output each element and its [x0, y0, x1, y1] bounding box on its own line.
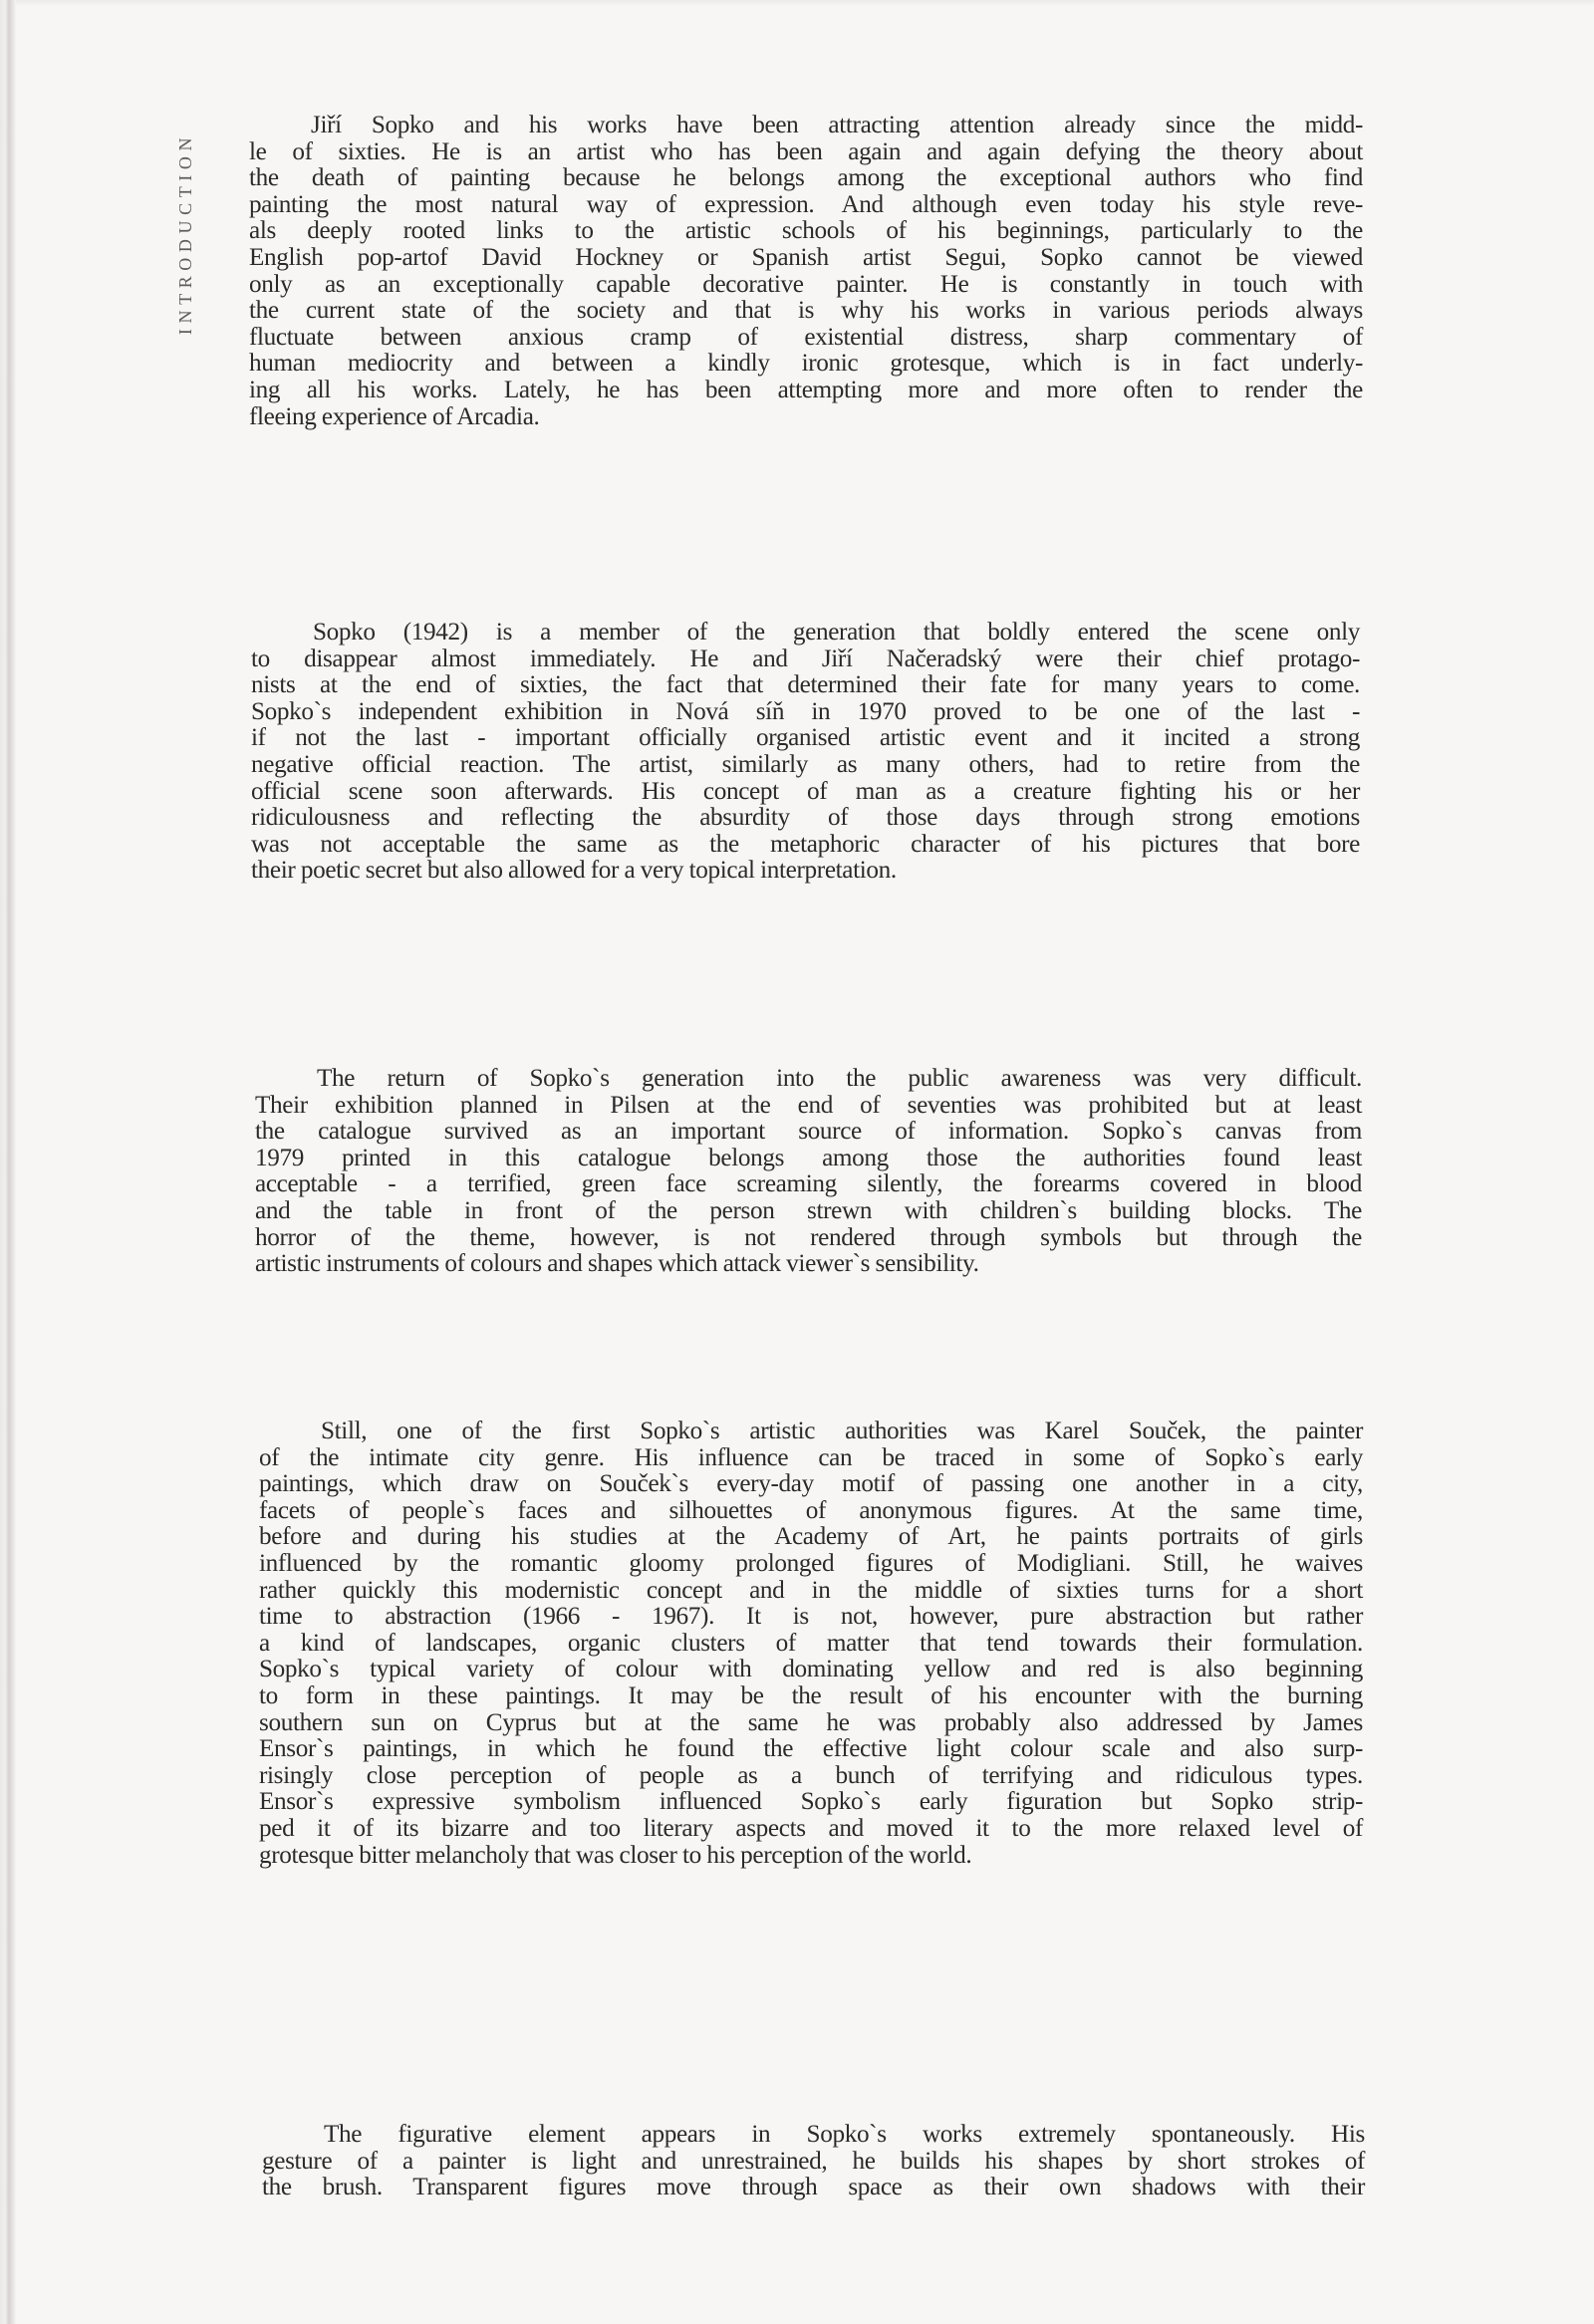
text-line: fluctuate between anxious cramp of existential distress, sharp commentary of: [249, 323, 1363, 351]
paragraph-1: [249, 113, 1363, 430]
text-line: human mediocrity and between a kindly ironic grotesque, which is in fact underly-: [249, 350, 1363, 378]
text-line: 1979 printed in this catalogue belongs among those the authorities found least: [255, 1144, 1362, 1171]
text-line: the current state of the society and that is why his works in various periods always: [249, 297, 1363, 325]
paragraph-3: [255, 1066, 1362, 1278]
text-line: time to abstraction (1966 - 1967). It is not, however, pure abstraction but rather: [259, 1603, 1363, 1631]
text-line: southern sun on Cyprus but at the same he was probably also addressed by James: [259, 1708, 1363, 1736]
page-top-edge: [16, 0, 1594, 6]
text-line: the catalogue survived as an important source of information. Sopko`s canvas from: [255, 1118, 1362, 1146]
text-line: The figurative element appears in Sopko`s works extremely spontaneously. His: [324, 2121, 1365, 2148]
text-line: the brush. Transparent figures move through space as their own shadows with their: [262, 2174, 1365, 2201]
text-line: if not the last - important officially organised artistic event and it incited a strong: [251, 724, 1360, 752]
text-line: Sopko`s typical variety of colour with dominating yellow and red is also beginning: [259, 1656, 1363, 1683]
text-line: and the table in front of the person strewn with children`s building blocks. The: [255, 1196, 1362, 1224]
section-label-text: INTRODUCTION: [175, 131, 196, 336]
text-line: ped it of its bizarre and too literary aspects and moved it to the more relaxed level of: [259, 1814, 1363, 1842]
page-binding-edge: [0, 0, 16, 2324]
text-line: painting the most natural way of expression. And although even today his style reve-: [249, 190, 1363, 218]
text-line: facets of people`s faces and silhouettes of anonymous figures. At the same time,: [259, 1496, 1363, 1524]
text-line: ing all his works. Lately, he has been attempting more and more often to render the: [249, 376, 1363, 403]
text-line: paintings, which draw on Souček`s every-day motif of passing one another in a city,: [259, 1470, 1363, 1498]
text-line: als deeply rooted links to the artistic schools of his beginnings, particularly to the: [249, 217, 1363, 245]
text-line: negative official reaction. The artist, similarly as many others, had to retire from the: [251, 750, 1360, 778]
text-line: was not acceptable the same as the metaphoric character of his pictures that bore: [251, 830, 1360, 858]
text-line: Their exhibition planned in Pilsen at the end of seventies was prohibited but at least: [255, 1091, 1362, 1119]
text-line: rather quickly this modernistic concept and in the middle of sixties turns for a short: [259, 1576, 1363, 1604]
paragraph-4: [259, 1419, 1363, 1869]
text-line: to form in these paintings. It may be the result of his encounter with the burning: [259, 1681, 1363, 1709]
text-line: risingly close perception of people as a bunch of terrifying and ridiculous types.: [259, 1761, 1363, 1789]
text-line: Sopko (1942) is a member of the generation that boldly entered the scene only: [313, 619, 1360, 646]
text-line: acceptable - a terrified, green face screaming silently, the forearms covered in blood: [255, 1170, 1362, 1198]
text-line: to disappear almost immediately. He and Jiří Načeradský were their chief protago-: [251, 645, 1360, 672]
text-line: of the intimate city genre. His influence can be traced in some of Sopko`s early: [259, 1443, 1363, 1471]
text-line: English pop-artof David Hockney or Spanish artist Segui, Sopko cannot be viewed: [249, 243, 1363, 271]
text-line: before and during his studies at the Academy of Art, he paints portraits of girls: [259, 1523, 1363, 1551]
text-line: The return of Sopko`s generation into the public awareness was very difficult.: [317, 1065, 1362, 1092]
text-line: their poetic secret but also allowed for a very topical interpretation.: [251, 857, 897, 885]
section-label: [169, 112, 203, 356]
text-line: Ensor`s paintings, in which he found the effective light colour scale and also surp-: [259, 1735, 1363, 1763]
text-line: horror of the theme, however, is not rendered through symbols but through the: [255, 1223, 1362, 1251]
text-line: Ensor`s expressive symbolism influenced Sopko`s early figuration but Sopko strip-: [259, 1788, 1363, 1816]
text-line: nists at the end of sixties, the fact that determined their fate for many years to come.: [251, 671, 1360, 699]
text-line: gesture of a painter is light and unrestrained, he builds his shapes by short strokes of: [262, 2147, 1365, 2175]
text-line: a kind of landscapes, organic clusters of matter that tend towards their formulation.: [259, 1629, 1363, 1657]
text-line: Still, one of the first Sopko`s artistic authorities was Karel Souček, the painter: [321, 1418, 1363, 1444]
text-line: ridiculousness and reflecting the absurdity of those days through strong emotions: [251, 804, 1360, 832]
text-line: influenced by the romantic gloomy prolonged figures of Modigliani. Still, he waives: [259, 1549, 1363, 1577]
text-line: Sopko`s independent exhibition in Nová síň in 1970 proved to be one of the last -: [251, 697, 1360, 725]
text-line: fleeing experience of Arcadia.: [249, 402, 540, 430]
text-line: only as an exceptionally capable decorative painter. He is constantly in touch with: [249, 270, 1363, 298]
text-line: Jiří Sopko and his works have been attracting attention already since the midd-: [311, 112, 1363, 138]
text-line: grotesque bitter melancholy that was closer to his perception of the world.: [259, 1841, 972, 1869]
text-line: le of sixties. He is an artist who has been again and again defying the theory about: [249, 137, 1363, 165]
text-line: official scene soon afterwards. His concept of man as a creature fighting his or her: [251, 777, 1360, 805]
text-line: artistic instruments of colours and shapes which attack viewer`s sensibility.: [255, 1250, 979, 1278]
paragraph-5: [262, 2122, 1365, 2201]
text-line: the death of painting because he belongs among the exceptional authors who find: [249, 164, 1363, 192]
paragraph-2: [251, 620, 1360, 885]
